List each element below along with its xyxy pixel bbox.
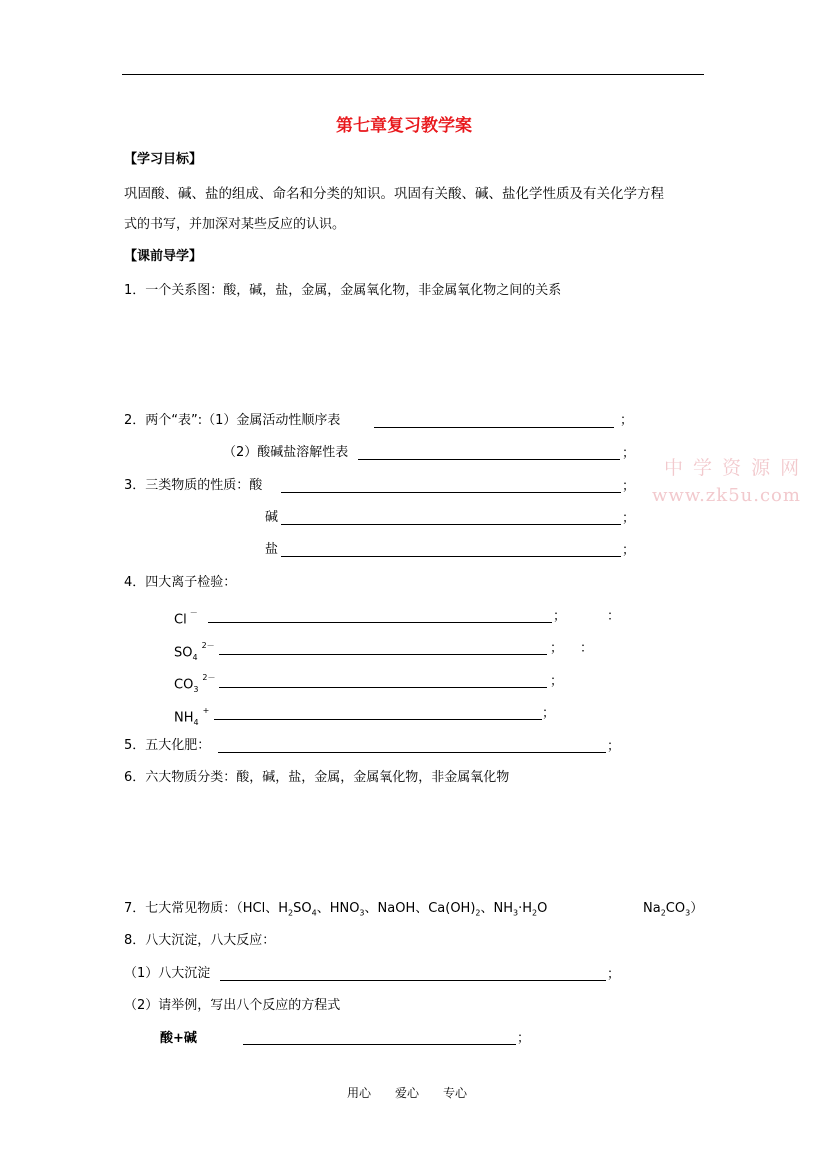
ion-carbonate-symbol: CO bbox=[174, 677, 194, 693]
goals-line-1: 巩固酸、碱、盐的组成、命名和分类的知识。巩固有关酸、碱、盐化学性质及有关化学方程 bbox=[124, 186, 664, 202]
q7-h2o-sub: 2 bbox=[532, 908, 538, 918]
label-salt: 盐 bbox=[265, 542, 279, 557]
blank-line-acid[interactable] bbox=[281, 492, 621, 493]
question-2a: 2．两个“表”:（1）金属活动性顺序表 bbox=[124, 413, 341, 428]
semicolon: ； bbox=[622, 511, 636, 526]
question-8: 8．八大沉淀，八大反应： bbox=[124, 933, 276, 948]
q7-na: Na bbox=[643, 901, 661, 916]
blank-line-base[interactable] bbox=[281, 524, 621, 525]
q7-na-sub: 2 bbox=[660, 908, 666, 918]
question-5: 5．五大化肥： bbox=[124, 738, 211, 753]
ion-carbonate bbox=[174, 673, 216, 698]
label-base: 碱 bbox=[265, 510, 279, 525]
section-heading-goals: 【学习目标】 bbox=[124, 152, 203, 167]
semicolon: ； bbox=[622, 543, 636, 558]
ion-ammonium bbox=[174, 706, 210, 731]
blank-line-acid-base[interactable] bbox=[243, 1044, 516, 1045]
q7-h2so4-sub: 2 bbox=[288, 908, 294, 918]
semicolon: ； bbox=[542, 706, 556, 721]
question-8-2: （2）请举例，写出八个反应的方程式 bbox=[124, 998, 341, 1013]
semicolon: ； bbox=[622, 479, 636, 494]
page-title: 第七章复习教学案 bbox=[336, 116, 472, 136]
q7-caoh-sub: 2 bbox=[475, 908, 481, 918]
blank-line-precipitates[interactable] bbox=[220, 980, 606, 981]
semicolon: ； bbox=[607, 739, 621, 754]
blank-line-carbonate[interactable] bbox=[219, 687, 547, 688]
q7-na2co3 bbox=[643, 901, 703, 922]
blank-line-salt[interactable] bbox=[281, 556, 621, 557]
blank-line-solubility-table[interactable] bbox=[358, 459, 620, 460]
semicolon: ； bbox=[550, 641, 564, 656]
colon-mark: ： bbox=[607, 609, 621, 624]
q7-hno3-sub: 3 bbox=[359, 908, 365, 918]
watermark-line-2: www.zk5u.com bbox=[652, 485, 801, 506]
semicolon: ； bbox=[550, 674, 564, 689]
blank-line-sulfate[interactable] bbox=[219, 654, 547, 655]
semicolon: ； bbox=[622, 446, 636, 461]
ion-sulfate-symbol: SO bbox=[174, 645, 193, 661]
q7-o: O bbox=[537, 901, 548, 916]
q7-co-sub: 3 bbox=[685, 908, 691, 918]
question-3: 3．三类物质的性质：酸 bbox=[124, 478, 263, 493]
ion-chloride-charge: － bbox=[189, 608, 198, 617]
blank-line-ammonium[interactable] bbox=[214, 719, 542, 720]
ion-ammonium-sub: 4 bbox=[193, 717, 199, 727]
watermark-line-1: 中 学 资 源 网 bbox=[664, 457, 802, 479]
ion-carbonate-sub: 3 bbox=[193, 684, 199, 694]
question-8-1: （1）八大沉淀 bbox=[124, 966, 211, 981]
question-2b: （2）酸碱盐溶解性表 bbox=[223, 445, 349, 460]
q7-hno3: 、HNO bbox=[316, 901, 360, 916]
q7-so4: SO bbox=[293, 901, 312, 916]
semicolon: ； bbox=[553, 609, 567, 624]
question-1: 1．一个关系图：酸，碱，盐，金属，金属氧化物，非金属氧化物之间的关系 bbox=[124, 283, 562, 298]
ion-ammonium-charge: + bbox=[202, 706, 210, 715]
q7-nh3: 、NH bbox=[480, 901, 514, 916]
blank-line-fertilizers[interactable] bbox=[218, 752, 606, 753]
blank-line-activity-series[interactable] bbox=[374, 427, 614, 428]
q7-naoh-caoh: 、NaOH、Ca(OH) bbox=[364, 901, 476, 916]
ion-ammonium-symbol: NH bbox=[174, 710, 194, 726]
colon-mark: ： bbox=[580, 641, 594, 656]
q7-h: ·H bbox=[518, 901, 533, 916]
ion-carbonate-charge: 2－ bbox=[202, 673, 216, 682]
q7-prefix: 7．七大常见物质：（HCl、H bbox=[124, 901, 289, 916]
q7-close: ） bbox=[690, 901, 704, 916]
question-6: 6．六大物质分类：酸，碱，盐，金属，金属氧化物，非金属氧化物 bbox=[124, 770, 510, 785]
ion-sulfate-sub: 4 bbox=[192, 652, 198, 662]
semicolon: ； bbox=[517, 1031, 531, 1046]
q7-nh3-sub: 3 bbox=[513, 908, 519, 918]
ion-sulfate-charge: 2－ bbox=[201, 641, 215, 650]
goals-line-2: 式的书写，并加深对某些反应的认识。 bbox=[124, 217, 346, 232]
q7-so4-sub: 4 bbox=[311, 908, 317, 918]
semicolon: ； bbox=[620, 413, 634, 428]
section-heading-preview: 【课前导学】 bbox=[124, 249, 203, 264]
header-rule bbox=[122, 74, 704, 75]
label-acid-base: 酸+碱 bbox=[160, 1031, 197, 1046]
semicolon: ； bbox=[607, 967, 621, 982]
blank-line-chloride[interactable] bbox=[208, 622, 552, 623]
question-7 bbox=[124, 901, 547, 922]
q7-co: CO bbox=[665, 901, 686, 916]
ion-sulfate bbox=[174, 641, 215, 666]
question-4: 4．四大离子检验： bbox=[124, 575, 237, 590]
ion-chloride-symbol: Cl bbox=[174, 612, 187, 628]
page-footer: 用心 爱心 专心 bbox=[347, 1086, 468, 1100]
ion-chloride bbox=[174, 608, 198, 628]
